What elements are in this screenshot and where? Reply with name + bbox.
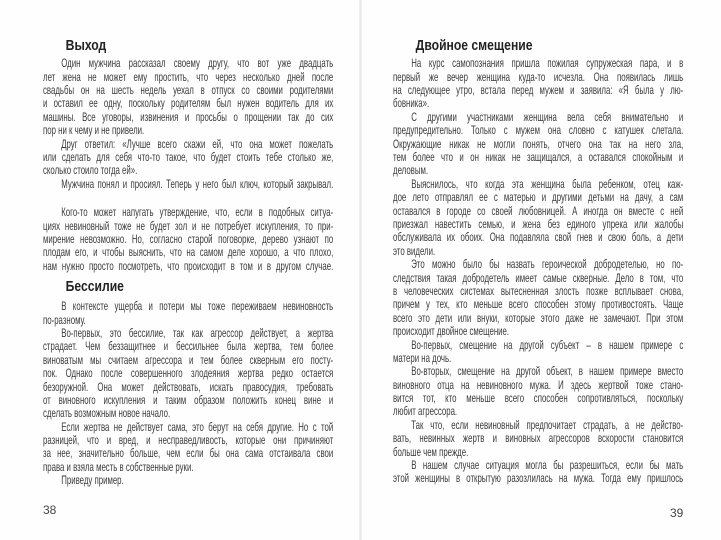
section (393, 36, 683, 486)
text-line: по-разному. (43, 313, 86, 327)
text-line: Мужчина понял и просиял. Теперь у него был ключ, который закрывал. (61, 177, 334, 191)
text-line: всего это дети или внуки, которые этого даже не замечают. При этом (393, 311, 684, 325)
text-line: Во-вторых, смещение на другой объект, в нашем примере вместо (411, 365, 684, 379)
text-line: циях невиновный тоже не будет зол и не потребует искупления, то при- (43, 219, 334, 233)
text-line: вать, невинных жертв и виновных агрессоров вскорости становится (393, 432, 684, 446)
paragraph (43, 474, 333, 487)
text-line: страдает. Чем беззащитнее и бессильнее была жертва, тем более (43, 340, 334, 354)
text-line: деловым. (393, 164, 429, 178)
text-line: в человеческих системах вытесненная злость позже всплывает снова, (393, 284, 684, 298)
text-line: Это можно было бы назвать героической добродетелью, но по- (411, 258, 684, 272)
text-line: С другими участниками женщина вела себя внимательно и (411, 110, 684, 124)
paragraph (393, 258, 683, 338)
text-line: сколько стоило тогда ей». (43, 164, 138, 178)
paragraph (43, 138, 333, 178)
text-line: происходит двойное смещение. (393, 325, 510, 339)
text-line: обслуживала их обоих. Она подавляла свой гнев и свою боль, а дети (393, 231, 684, 245)
text-line: предупредительно. Только с мужем она словно с катушек слетала. (393, 124, 684, 138)
text-line: В контексте ущерба и потери мы тоже переживаем невиновность (61, 300, 334, 314)
text-line: первый же вечер женщина куда-то исчезла. Она появилась лишь (393, 70, 684, 84)
paragraph (43, 206, 333, 273)
text-line: или сделать для себя что-то такое, что будет стоить тебе столько же, (43, 151, 334, 165)
section-heading: Двойное смещение (415, 37, 533, 54)
right-page (361, 0, 721, 540)
text-line: Во-первых, это бессилие, так как агрессор действует, а жертва (61, 326, 334, 340)
page-number: 39 (670, 506, 684, 520)
section (43, 206, 333, 273)
text-line: за нее, значительно больше, чем если бы она сама отстаивала свои (43, 447, 334, 461)
paragraph (43, 57, 333, 137)
text-line: плодам его, и чтобы выяснить, что на самом деле хорошо, а что плохо, (43, 246, 334, 260)
text-line: приезжал навестить семью, и жена без единого упрека или жалобы (393, 217, 684, 231)
text-line: разницей, что и вред, и несправедливость, которые они причиняют (43, 434, 334, 448)
text-line: виноватым мы считаем агрессора и тем более скверным его посту- (43, 353, 334, 367)
text-line: нам нужно просто посмотреть, что происходит в том и в другом случае. (43, 259, 334, 273)
text-line: вится тот, кто меньше всего способен сопротивляться, поскольку (393, 392, 684, 406)
paragraph (393, 57, 683, 111)
section (43, 277, 333, 487)
paragraph (43, 178, 333, 191)
paragraph (43, 300, 333, 327)
text-line: Друг ответил: «Лучше всего скажи ей, что она может пожелать (61, 137, 334, 151)
text-line: этой женщины в открытую разозлилась на мужа. Тогда ему пришлось (393, 472, 684, 486)
paragraph (43, 421, 333, 475)
section-heading: Выход (65, 37, 107, 54)
paragraph (393, 419, 683, 459)
paragraph (393, 178, 683, 258)
text-line: свадьбы он на шесть недель уехал в отпуск со своими родителями (43, 84, 334, 98)
text-line: виновного отца на невиновного мужа. И здесь жертвой тоже стано- (393, 378, 684, 392)
text-line: безоружной. Она может действовать, искать правосудия, требовать (43, 380, 334, 394)
text-line: пор ни к чему и не привели. (43, 124, 145, 138)
paragraph (393, 111, 683, 178)
text-line: Если жертва не действует сама, это берут на себя другие. Но с той (61, 420, 334, 434)
left-page (0, 0, 360, 540)
text-line: больше чем прежде. (393, 445, 469, 459)
text-line: мирение невозможно. Но, согласно старой поговорке, дерево узнают по (43, 232, 334, 246)
text-line: дое лето отправлял ее с матерью и другими детьми на дачу, а сам (393, 191, 684, 205)
text-line: и оставил ее одну, поскольку родителям был нужен водитель для их (43, 97, 334, 111)
text-line: Во-первых, смещение на другой субъект – в нашем примере с (411, 338, 684, 352)
text-line: Кого-то может напугать утверждение, что, если в подобных ситуа- (61, 206, 334, 220)
text-line: Так что, если невиновный предпочитает страдать, а не действо- (411, 418, 684, 432)
text-line: причем у тех, кто меньше всего способен этому противостоять. Чаще (393, 298, 684, 312)
text-line: лет жена не может ему простить, что через несколько дней после (43, 70, 334, 84)
text-line: оставался в городе со своей любовницей. А иногда он вместе с ней (393, 204, 684, 218)
paragraph (393, 365, 683, 419)
text-line: на следующее утро, встала перед мужем и заявила: «Я была у лю- (393, 84, 684, 98)
text-line: тем более что и он никак не защищался, а оставался спокойным и (393, 151, 684, 165)
page-number: 38 (43, 503, 57, 517)
paragraph (43, 327, 333, 421)
paragraph (393, 339, 683, 366)
text-line: права и взяла месть в собственные руки. (43, 460, 194, 474)
text-line: любит агрессора. (393, 405, 458, 419)
text-line: На курс самопознания пришла пожилая супружеская пара, и в (411, 57, 684, 71)
text-line: пок. Однако после совершенного злодеяния жертва редко остается (43, 367, 334, 381)
section-heading: Бессилие (65, 278, 124, 296)
text-line: от виновного искупления и таким образом положить конец вине и (43, 393, 334, 407)
text-line: В нашем случае ситуация могла бы разрешиться, если бы мать (411, 459, 684, 473)
right-text-column (393, 36, 683, 486)
text-line: следствия такая добродетель имеет самые скверные. Дело в том, что (393, 271, 684, 285)
paragraph (393, 459, 683, 486)
section (43, 36, 333, 191)
text-line: машины. Все уговоры, извинения и просьбы о прощении так до сих (43, 110, 334, 124)
text-line: Выяснилось, что когда эта женщина была ребенком, отец каж- (411, 177, 684, 191)
text-line: Один мужчина рассказал своему другу, что вот уже двадцать (61, 57, 334, 71)
text-line: Окружающие никак не могли понять, отчего она так на него зла, (393, 137, 684, 151)
text-line: это видели. (393, 244, 436, 258)
text-line: сделать возможным новое начало. (43, 407, 171, 421)
text-line: Приведу пример. (61, 474, 124, 488)
text-line: бовника». (393, 97, 430, 111)
left-text-column (43, 36, 333, 488)
text-line: матери на дочь. (393, 351, 452, 365)
